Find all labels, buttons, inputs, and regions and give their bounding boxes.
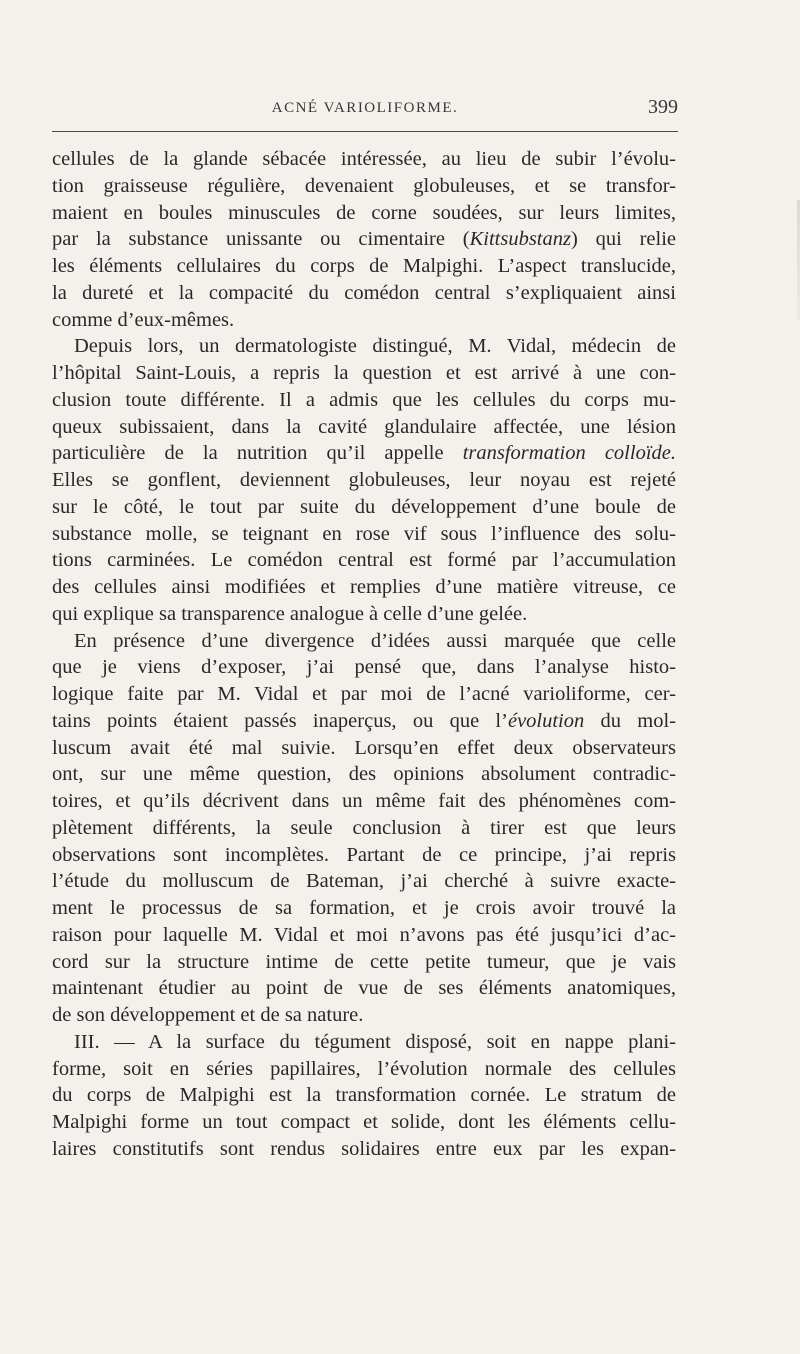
text-segment: cellules de la glande sébacée intéressée, au lieu de subir l’évolu- (52, 148, 676, 170)
text-segment: maient en boules minuscules de corne soudées, sur leurs limites, (52, 201, 676, 224)
text-segment: queux subissaient, dans la cavité glandulaire affectée, une lésion (52, 415, 676, 438)
text-line (52, 788, 676, 815)
text-line (52, 842, 676, 869)
text-segment: particulière de la nutrition qu’il appelle (52, 442, 463, 465)
running-head (52, 96, 678, 126)
text-line (52, 414, 676, 441)
text-segment: tains points étaient passés inaperçus, ou que l’ (52, 709, 508, 732)
text-segment: de son développement et de sa nature. (52, 1004, 364, 1026)
text-segment: raison pour laquelle M. Vidal et moi n’avons pas été jusqu’ici d’ac- (52, 923, 676, 946)
text-line (52, 521, 676, 548)
text-line (52, 1002, 676, 1029)
text-segment: des cellules ainsi modifiées et remplies d’une matière vitreuse, ce (52, 576, 676, 598)
text-line (52, 360, 676, 387)
text-segment: clusion toute différente. Il a admis que les cellules du corps mu- (52, 388, 676, 411)
text-line (52, 226, 676, 253)
text-segment: observations sont incomplètes. Partant de ce principe, j’ai repris (52, 843, 676, 866)
text-segment: III. — A la surface du tégument disposé, soit en nappe plani- (74, 1030, 676, 1053)
header-rule (52, 131, 678, 132)
page-number: 399 (648, 96, 678, 118)
text-segment: du corps de Malpighi est la transformation cornée. Le stratum de (52, 1084, 676, 1107)
text-line (52, 761, 676, 788)
text-line (52, 708, 676, 735)
text-segment: l’étude du molluscum de Bateman, j’ai cherché à suivre exacte- (52, 870, 676, 893)
text-line (52, 1082, 676, 1109)
text-segment: qui explique sa transparence analogue à celle d’une gelée. (52, 602, 528, 625)
running-title: ACNÉ VARIOLIFORME. (271, 100, 459, 116)
text-line (52, 975, 676, 1002)
text-line (52, 146, 676, 173)
text-segment: ) qui relie (570, 228, 676, 251)
text-segment: maintenant étudier au point de vue de ses éléments anatomiques, (52, 977, 676, 1000)
text-line (52, 467, 676, 494)
text-segment: cord sur la structure intime de cette petite tumeur, que je vais (52, 950, 676, 973)
text-segment: toires, et qu’ils décrivent dans un même fait des phénomènes com- (52, 790, 676, 812)
text-line (52, 949, 676, 976)
text-line (52, 628, 676, 655)
text-line (52, 440, 676, 467)
text-line (52, 868, 676, 895)
text-line (52, 681, 676, 708)
text-segment: comme d’eux-mêmes. (52, 308, 235, 331)
text-segment: la dureté et la compacité du comédon central s’expliquaient ainsi (52, 281, 676, 304)
text-line (52, 387, 676, 414)
text-segment: Depuis lors, un dermatologiste distingué, M. Vidal, médecin de (74, 335, 676, 358)
text-line (52, 1029, 676, 1056)
text-line (52, 280, 676, 307)
text-segment: que je viens d’exposer, j’ai pensé que, dans l’analyse histo- (52, 656, 676, 679)
text-line (52, 494, 676, 521)
text-line (52, 173, 676, 200)
text-segment: En présence d’une divergence d’idées aussi marquée que celle (74, 629, 676, 652)
text-segment: logique faite par M. Vidal et par moi de l’acné varioliforme, cer- (52, 683, 676, 705)
text-line (52, 735, 676, 762)
italic-term: Kittsubstanz (469, 228, 571, 251)
text-line (52, 654, 676, 681)
text-line (52, 815, 676, 842)
text-line (52, 1109, 676, 1136)
text-segment: laires constitutifs sont rendus solidaires entre eux par les expan- (52, 1137, 676, 1160)
text-segment: plètement différents, la seule conclusion à tirer est que leurs (52, 816, 676, 839)
text-line (52, 922, 676, 949)
text-line (52, 200, 676, 227)
body-text (52, 146, 676, 1163)
text-line (52, 574, 676, 601)
text-line (52, 547, 676, 574)
text-segment: tions carminées. Le comédon central est formé par l’accumulation (52, 549, 676, 572)
text-line (52, 333, 676, 360)
text-segment: du mol- (584, 709, 677, 732)
text-segment: forme, soit en séries papillaires, l’évolution normale des cellules (52, 1057, 676, 1080)
text-segment: sur le côté, le tout par suite du développement d’une boule de (52, 495, 676, 518)
text-segment: ment le processus de sa formation, et je crois avoir trouvé la (52, 897, 676, 919)
italic-term: transformation colloïde. (462, 442, 676, 465)
text-segment: les éléments cellulaires du corps de Malpighi. L’aspect translucide, (52, 255, 676, 277)
text-segment: luscum avait été mal suivie. Lorsqu’en effet deux observateurs (52, 736, 676, 759)
text-line (52, 1136, 676, 1163)
text-segment: Elles se gonflent, deviennent globuleuses, leur noyau est rejeté (52, 469, 676, 491)
text-segment: par la substance unissante ou cimentaire ( (52, 228, 470, 251)
text-segment: ont, sur une même question, des opinions absolument contradic- (52, 763, 676, 786)
text-line (52, 307, 676, 334)
text-segment: Malpighi forme un tout compact et solide, dont les éléments cellu- (52, 1111, 676, 1133)
text-line (52, 601, 676, 628)
text-line (52, 253, 676, 280)
text-segment: substance molle, se teignant en rose vif sous l’influence des solu- (52, 522, 676, 545)
text-segment: l’hôpital Saint-Louis, a repris la question et est arrivé à une con- (52, 362, 676, 384)
text-line (52, 1056, 676, 1083)
text-segment: tion graisseuse régulière, devenaient globuleuses, et se transfor- (52, 174, 676, 197)
italic-term: évolution (507, 709, 585, 732)
text-line (52, 895, 676, 922)
